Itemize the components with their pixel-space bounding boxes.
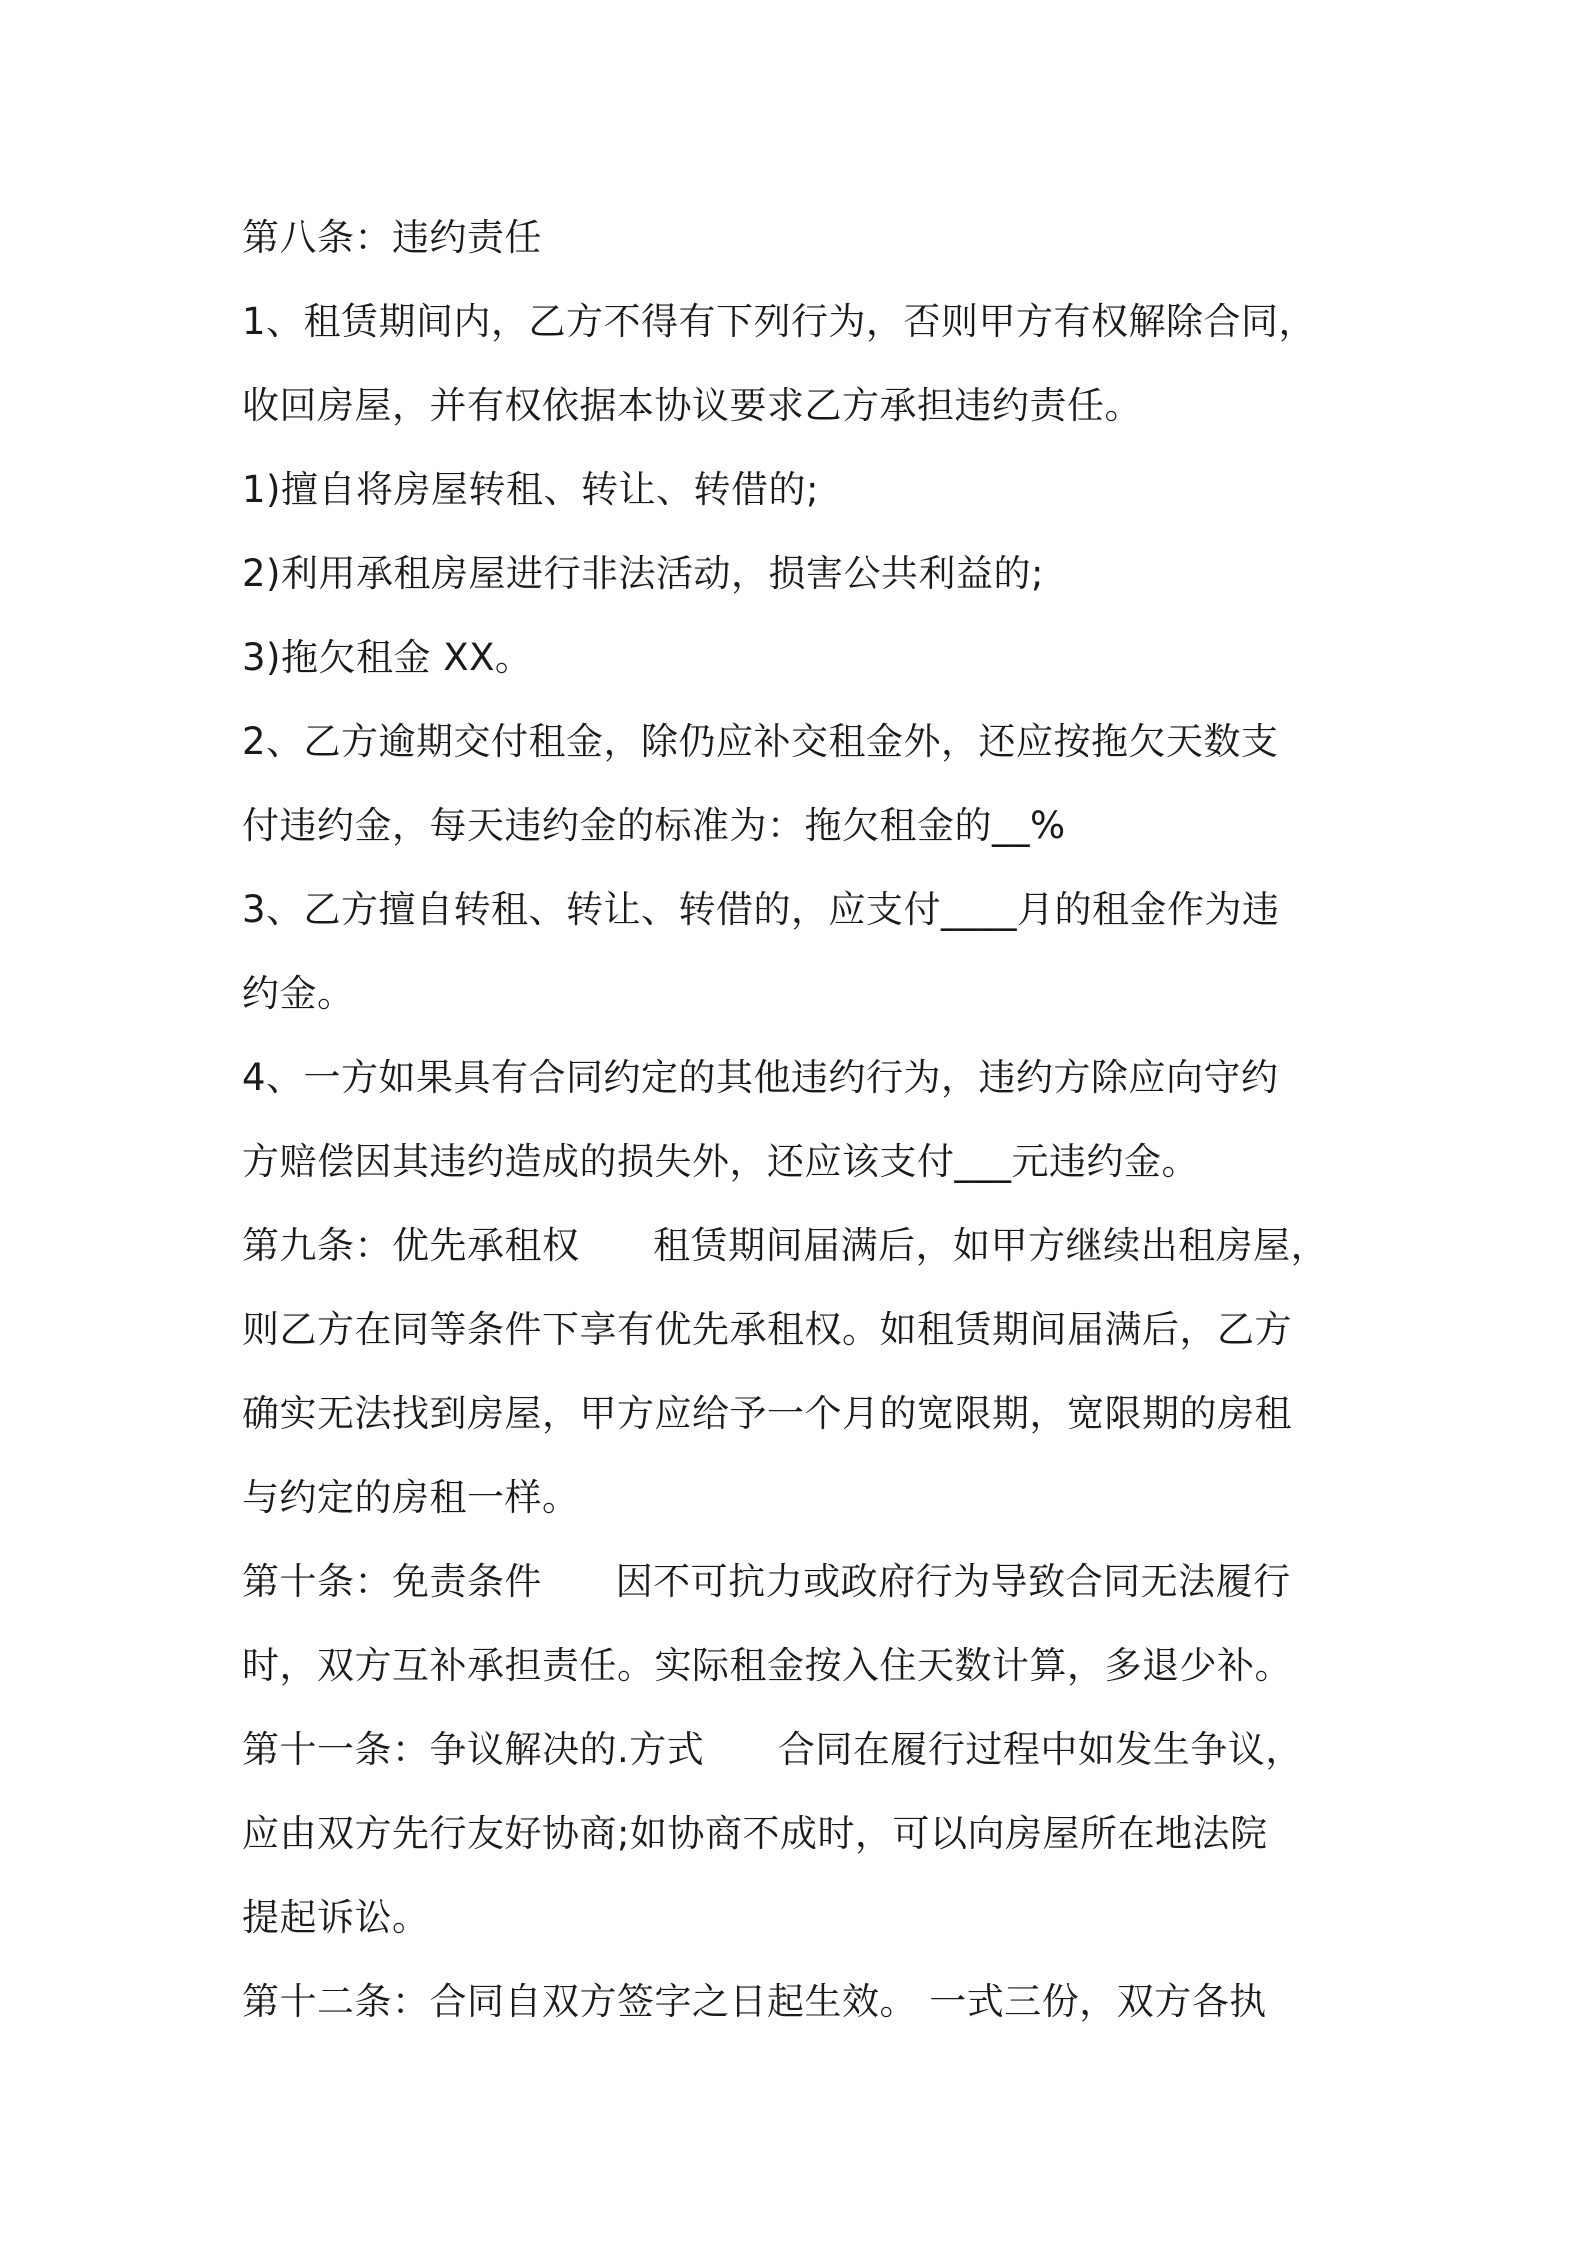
text-line: 时，双方互补承担责任。实际租金按入住天数计算，多退少补。 [242, 1644, 1292, 1687]
article-8-heading: 第八条：违约责任 [242, 216, 542, 259]
contract-text [242, 196, 1372, 2044]
text-line: 方赔偿因其违约造成的损失外，还应该支付___元违约金。 [242, 1140, 1199, 1183]
text-line: 付违约金，每天违约金的标准为：拖欠租金的__% [242, 804, 1066, 847]
text-line: 收回房屋，并有权依据本协议要求乙方承担违约责任。 [242, 384, 1142, 427]
text-line: 确实无法找到房屋，甲方应给予一个月的宽限期，宽限期的房租 [242, 1392, 1292, 1435]
text-line: 应由双方先行友好协商;如协商不成时，可以向房屋所在地法院 [242, 1812, 1268, 1855]
list-item: 3)拖欠租金 XX。 [242, 636, 533, 679]
list-item: 1)擅自将房屋转租、转让、转借的; [242, 468, 819, 511]
text-line: 4、一方如果具有合同约定的其他违约行为，违约方除应向守约 [242, 1056, 1279, 1099]
list-item: 2)利用承租房屋进行非法活动，损害公共利益的; [242, 552, 1044, 595]
article-10-line: 第十条：免责条件 因不可抗力或政府行为导致合同无法履行 [242, 1560, 1291, 1603]
text-line: 提起诉讼。 [242, 1896, 430, 1939]
article-12-line: 第十二条：合同自双方签字之日起生效。 一式三份，双方各执 [242, 1980, 1267, 2023]
text-line: 与约定的房租一样。 [242, 1476, 580, 1519]
text-line: 3、乙方擅自转租、转让、转借的，应支付____月的租金作为违 [242, 888, 1280, 931]
text-line: 1、租赁期间内，乙方不得有下列行为，否则甲方有权解除合同， [242, 300, 1317, 343]
text-line: 约金。 [242, 972, 355, 1015]
article-9-line: 第九条：优先承租权 租赁期间届满后，如甲方继续出租房屋， [242, 1224, 1329, 1267]
text-line: 则乙方在同等条件下享有优先承租权。如租赁期间届满后，乙方 [242, 1308, 1292, 1351]
text-line: 2、乙方逾期交付租金，除仍应补交租金外，还应按拖欠天数支 [242, 720, 1279, 763]
article-11-line: 第十一条：争议解决的.方式 合同在履行过程中如发生争议， [242, 1728, 1303, 1771]
